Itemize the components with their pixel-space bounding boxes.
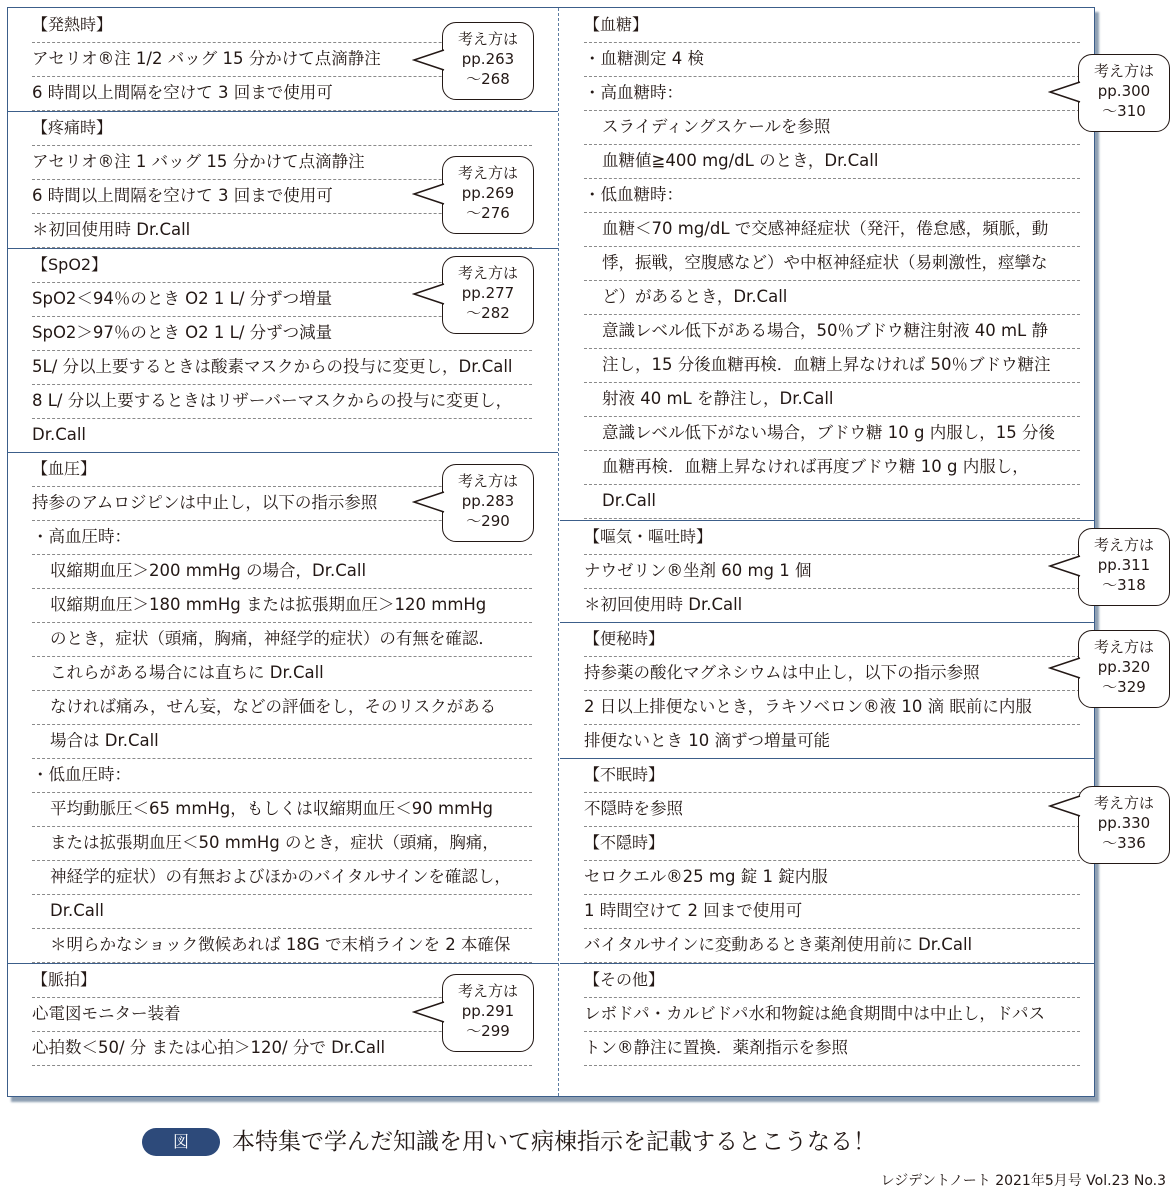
order-line: または拡張期血圧＜50 mmHg のとき，症状（頭痛，胸痛， [32, 826, 532, 861]
bubble-tail [1048, 80, 1082, 104]
order-line: 持参のアムロジピンは中止し，以下の指示参照 [32, 486, 532, 521]
section-heading: 【その他】 [584, 963, 1080, 998]
order-line: ・血糖測定 4 検 [584, 42, 1080, 77]
order-line: 血糖＜70 mg/dL で交感神経症状（発汗，倦怠感，頻脈，動 [584, 212, 1080, 247]
order-line: 意識レベル低下がない場合，ブドウ糖 10 g 内服し，15 分後 [584, 416, 1080, 451]
order-line: アセリオ®注 1/2 バッグ 15 分かけて点滴静注 [32, 42, 532, 77]
order-line: Dr.Call [32, 894, 532, 929]
order-line: これらがある場合には直ちに Dr.Call [32, 656, 532, 691]
order-line: 収縮期血圧＞200 mmHg の場合，Dr.Call [32, 554, 532, 589]
order-line: ・高血圧時： [32, 520, 532, 555]
order-line: なければ痛み，せん妄，などの評価をし，そのリスクがある [32, 690, 532, 725]
bubble-tail [412, 282, 446, 306]
order-line: 6 時間以上間隔を空けて 3 回まで使用可 [32, 76, 532, 111]
order-line: レボドパ・カルビドパ水和物錠は絶食期間中は中止し，ドパス [584, 997, 1080, 1032]
section-heading: 【脈拍】 [32, 963, 532, 998]
order-line: 不隠時を参照 [584, 792, 1080, 827]
order-line: スライディングスケールを参照 [584, 110, 1080, 145]
order-line: Dr.Call [584, 484, 1080, 519]
order-line: トン®静注に置換．薬剤指示を参照 [584, 1031, 1080, 1066]
section-heading: 【血圧】 [32, 452, 532, 487]
bubble-tail [1048, 656, 1082, 680]
section-heading: 【不隠時】 [584, 826, 1080, 861]
section-heading: 【発熱時】 [32, 8, 532, 43]
order-line: バイタルサインに変動あるとき薬剤使用前に Dr.Call [584, 928, 1080, 963]
order-line: 意識レベル低下がある場合，50％ブドウ糖注射液 40 mL 静 [584, 314, 1080, 349]
bubble-tail [1048, 554, 1082, 578]
order-line: 場合は Dr.Call [32, 724, 532, 759]
order-line: ど）があるとき，Dr.Call [584, 280, 1080, 315]
order-line: 血糖再検．血糖上昇なければ再度ブドウ糖 10 g 内服し， [584, 450, 1080, 485]
order-line: 血糖値≧400 mg/dL のとき，Dr.Call [584, 144, 1080, 179]
order-line: ナウゼリン®坐剤 60 mg 1 個 [584, 554, 1080, 589]
order-line: 5L/ 分以上要するときは酸素マスクからの投与に変更し，Dr.Call [32, 350, 532, 385]
reference-bubble: 考え方は pp.283 ～290 [442, 464, 534, 542]
section-heading: 【便秘時】 [584, 622, 1080, 657]
section-heading: 【疼痛時】 [32, 111, 532, 146]
order-line: ・低血圧時： [32, 758, 532, 793]
order-line: ・低血糖時： [584, 178, 1080, 213]
column-divider [558, 8, 559, 1096]
order-line: 排便ないとき 10 滴ずつ増量可能 [584, 724, 1080, 759]
order-line: SpO2＞97％のとき O2 1 L/ 分ずつ減量 [32, 316, 532, 351]
order-line: 心拍数＜50/ 分 または心拍＞120/ 分で Dr.Call [32, 1031, 532, 1066]
order-line: ＊初回使用時 Dr.Call [32, 213, 532, 248]
order-line: 悸，振戦，空腹感など）や中枢神経症状（易刺激性，痙攣な [584, 246, 1080, 281]
order-line: アセリオ®注 1 バッグ 15 分かけて点滴静注 [32, 145, 532, 180]
reference-bubble: 考え方は pp.330 ～336 [1078, 786, 1170, 864]
order-line: 8 L/ 分以上要するときはリザーバーマスクからの投与に変更し， [32, 384, 532, 419]
order-line: セロクエル®25 mg 錠 1 錠内服 [584, 860, 1080, 895]
reference-bubble: 考え方は pp.269 ～276 [442, 156, 534, 234]
section-heading: 【嘔気・嘔吐時】 [584, 520, 1080, 555]
order-line: 心電図モニター装着 [32, 997, 532, 1032]
figure-badge: 図 [142, 1128, 220, 1156]
order-line: 6 時間以上間隔を空けて 3 回まで使用可 [32, 179, 532, 214]
order-line: 持参薬の酸化マグネシウムは中止し，以下の指示参照 [584, 656, 1080, 691]
bubble-tail [412, 48, 446, 72]
order-line: ・高血糖時： [584, 76, 1080, 111]
bubble-tail [412, 1000, 446, 1024]
section-heading: 【不眠時】 [584, 758, 1080, 793]
order-line: ＊明らかなショック徴候あれば 18G で末梢ラインを 2 本確保 [32, 928, 532, 963]
bubble-tail [412, 182, 446, 206]
reference-bubble: 考え方は pp.277 ～282 [442, 256, 534, 334]
footer-credit: レジデントノート 2021年5月号 Vol.23 No.3 [880, 1173, 1166, 1189]
order-line: 2 日以上排便ないとき，ラキソベロン®液 10 滴 眠前に内服 [584, 690, 1080, 725]
order-line: SpO2＜94％のとき O2 1 L/ 分ずつ増量 [32, 282, 532, 317]
order-line: 平均動脈圧＜65 mmHg，もしくは収縮期血圧＜90 mmHg [32, 792, 532, 827]
order-line: 収縮期血圧＞180 mmHg または拡張期血圧＞120 mmHg [32, 588, 532, 623]
bubble-tail [412, 490, 446, 514]
reference-bubble: 考え方は pp.263 ～268 [442, 22, 534, 100]
order-sheet-frame [7, 7, 1154, 1097]
order-line: 神経学的症状）の有無およびほかのバイタルサインを確認し， [32, 860, 532, 895]
caption-text: 本特集で学んだ知識を用いて病棟指示を記載するとこうなる！ [232, 1129, 876, 1155]
reference-bubble: 考え方は pp.300 ～310 [1078, 54, 1170, 132]
order-line: 注し，15 分後血糖再検．血糖上昇なければ 50％ブドウ糖注 [584, 348, 1080, 383]
reference-bubble: 考え方は pp.320 ～329 [1078, 630, 1170, 708]
order-line: ＊初回使用時 Dr.Call [584, 588, 1080, 623]
section-heading: 【SpO2】 [32, 248, 532, 283]
order-line: のとき，症状（頭痛，胸痛，神経学的症状）の有無を確認． [32, 622, 532, 657]
order-line: 1 時間空けて 2 回まで使用可 [584, 894, 1080, 929]
reference-bubble: 考え方は pp.311 ～318 [1078, 528, 1170, 606]
reference-bubble: 考え方は pp.291 ～299 [442, 974, 534, 1052]
section-heading: 【血糖】 [584, 8, 1080, 43]
bubble-tail [1048, 794, 1082, 818]
order-line: 射液 40 mL を静注し，Dr.Call [584, 382, 1080, 417]
order-line: Dr.Call [32, 418, 532, 453]
